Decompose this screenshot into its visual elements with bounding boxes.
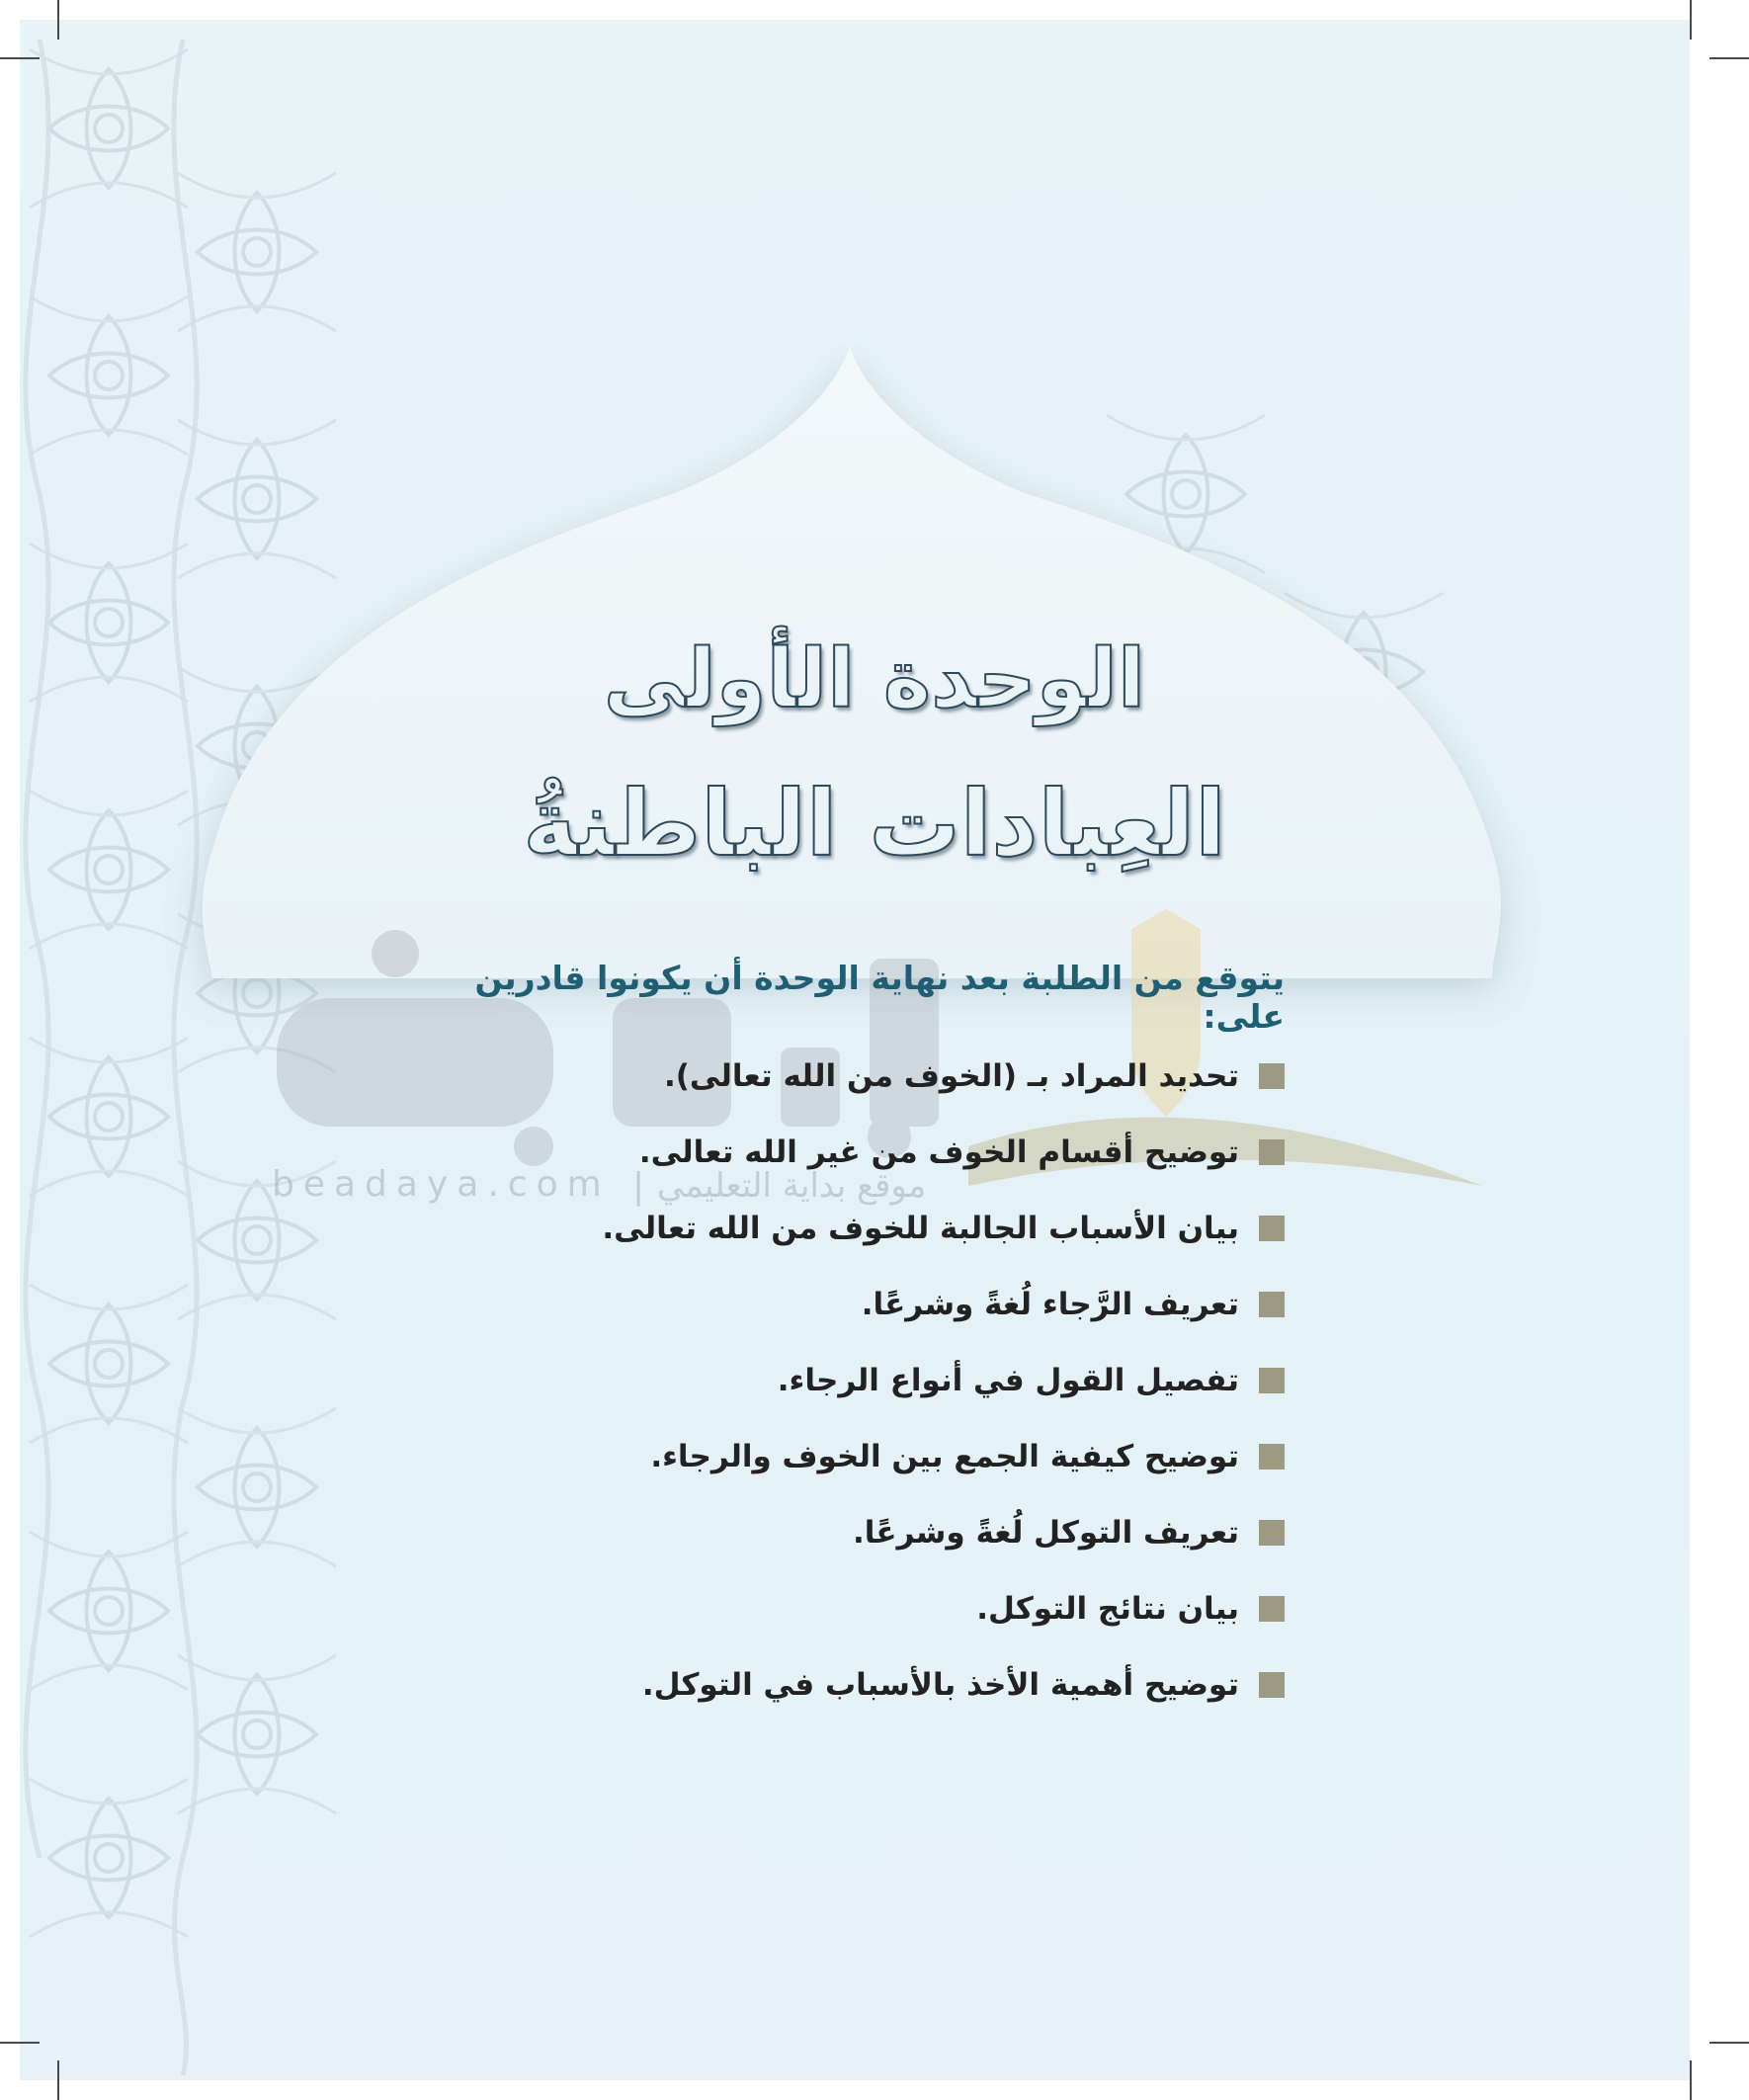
square-bullet-icon xyxy=(1259,1063,1285,1089)
list-item xyxy=(395,1038,1285,1114)
list-item xyxy=(395,1342,1285,1418)
objectives-intro: يتوقع من الطلبة بعد نهاية الوحدة أن يكونوا قادرين على: xyxy=(474,959,1285,1036)
square-bullet-icon xyxy=(1259,1368,1285,1393)
list-item xyxy=(395,1494,1285,1570)
objective-text: توضيح أهمية الأخذ بالأسباب في التوكل. xyxy=(641,1666,1239,1703)
objective-text: بيان الأسباب الجالبة للخوف من الله تعالى. xyxy=(602,1210,1239,1246)
list-item xyxy=(395,1190,1285,1266)
objective-text: تفصيل القول في أنواع الرجاء. xyxy=(777,1362,1239,1398)
square-bullet-icon xyxy=(1259,1444,1285,1470)
objective-text: توضيح كيفية الجمع بين الخوف والرجاء. xyxy=(650,1438,1239,1474)
list-item xyxy=(395,1570,1285,1646)
unit-name-title: العِبادات الباطنةُ xyxy=(523,771,1226,877)
objective-text: بيان نتائج التوكل. xyxy=(976,1590,1239,1627)
square-bullet-icon xyxy=(1259,1292,1285,1317)
square-bullet-icon xyxy=(1259,1139,1285,1165)
list-item xyxy=(395,1418,1285,1494)
objective-text: تحديد المراد بـ (الخوف من الله تعالى). xyxy=(663,1057,1239,1094)
objective-text: توضيح أقسام الخوف من غير الله تعالى. xyxy=(638,1134,1239,1170)
square-bullet-icon xyxy=(1259,1596,1285,1622)
square-bullet-icon xyxy=(1259,1672,1285,1698)
objective-text: تعريف التوكل لُغةً وشرعًا. xyxy=(853,1514,1239,1551)
list-item xyxy=(395,1646,1285,1722)
square-bullet-icon xyxy=(1259,1216,1285,1241)
watermark-separator: | xyxy=(632,1166,645,1207)
list-item xyxy=(395,1114,1285,1190)
watermark-tagline: موقع بداية التعليمي xyxy=(657,1166,927,1206)
list-item xyxy=(395,1266,1285,1342)
watermark-site: beadaya.com xyxy=(272,1164,611,1205)
objectives-list xyxy=(395,1038,1285,1722)
square-bullet-icon xyxy=(1259,1520,1285,1546)
objective-text: تعريف الرَّجاء لُغةً وشرعًا. xyxy=(861,1286,1239,1322)
unit-number-title: الوحدة الأولى xyxy=(603,632,1146,726)
